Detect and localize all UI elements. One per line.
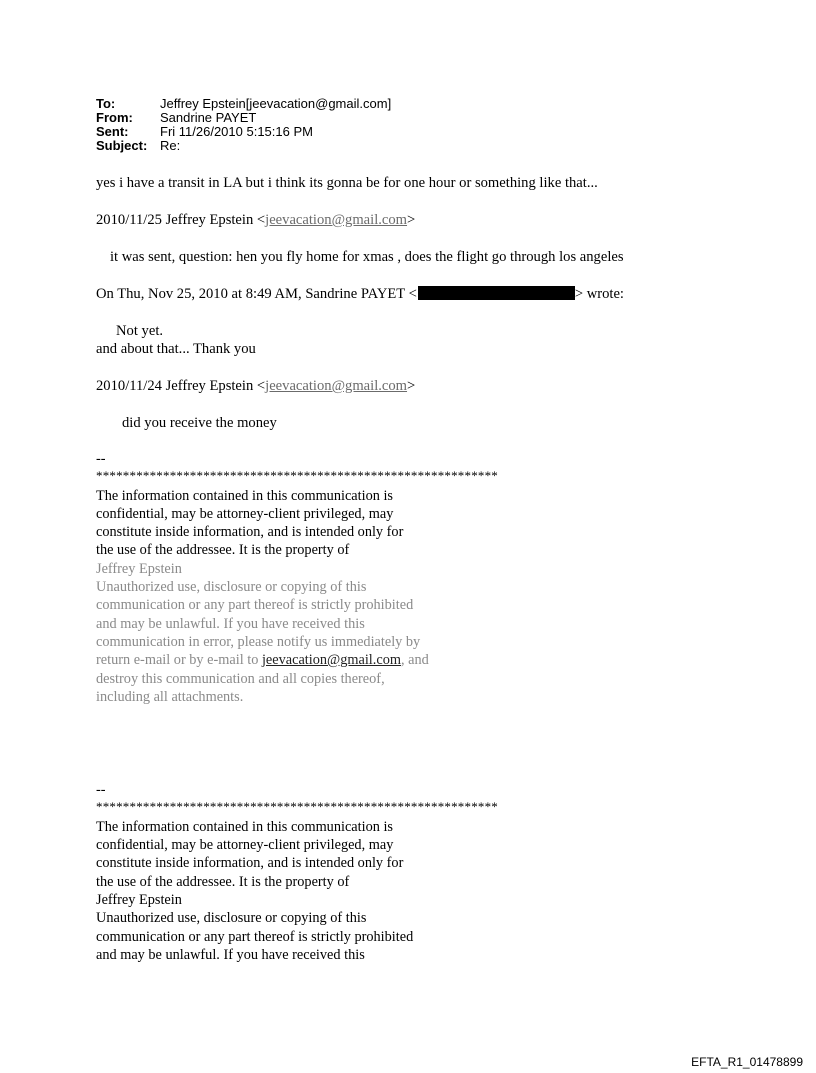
message-line: it was sent, question: hen you fly home for xmas , does the flight go through los angeles: [110, 249, 624, 265]
quote-header-text: On Thu, Nov 25, 2010 at 8:49 AM, Sandrine PAYET <: [96, 286, 417, 302]
message-line: did you receive the money: [122, 415, 277, 431]
separator-stars: ************************************************************: [96, 468, 498, 483]
disclaimer-line: including all attachments.: [96, 689, 244, 705]
disclaimer-line: Unauthorized use, disclosure or copying of this: [96, 910, 367, 926]
separator-dashes: --: [96, 782, 106, 798]
disclaimer-line: [96, 651, 429, 669]
disclaimer-line: The information contained in this communication is: [96, 819, 393, 835]
disclaimer-line: Unauthorized use, disclosure or copying of this: [96, 579, 367, 595]
disclaimer-line: confidential, may be attorney-client privileged, may: [96, 506, 394, 522]
subject-value: Re:: [160, 138, 181, 153]
subject-label: Subject:: [96, 138, 148, 153]
message-line: yes i have a transit in LA but i think its gonna be for one hour or something like that...: [96, 175, 598, 191]
message-line: and about that... Thank you: [96, 341, 256, 357]
email-link[interactable]: jeevacation@gmail.com: [265, 212, 408, 228]
disclaimer-line: and may be unlawful. If you have received this: [96, 616, 365, 632]
sent-label: Sent:: [96, 124, 129, 139]
email-link[interactable]: jeevacation@gmail.com: [261, 652, 401, 668]
quote-header-text: > wrote:: [574, 286, 624, 302]
disclaimer-line: the use of the addressee. It is the property of: [96, 874, 350, 890]
disclaimer-line: constitute inside information, and is intended only for: [96, 524, 404, 540]
from-value: Sandrine PAYET: [160, 110, 257, 125]
from-label: From:: [96, 110, 133, 125]
quote-header-text: >: [407, 212, 416, 228]
quote-header: [96, 285, 624, 303]
to-label: To:: [96, 96, 116, 111]
quote-header-text: >: [407, 378, 416, 394]
separator-dashes: --: [96, 451, 106, 467]
disclaimer-line: confidential, may be attorney-client privileged, may: [96, 837, 394, 853]
disclaimer-line: the use of the addressee. It is the property of: [96, 542, 350, 558]
disclaimer-text: , and: [400, 652, 429, 668]
disclaimer-line: Jeffrey Epstein: [96, 892, 182, 908]
quote-header: [96, 211, 415, 229]
sent-value: Fri 11/26/2010 5:15:16 PM: [160, 124, 313, 139]
disclaimer-text: return e-mail or by e-mail to: [96, 652, 262, 668]
email-link[interactable]: jeevacation@gmail.com: [265, 378, 408, 394]
disclaimer-line: communication or any part thereof is strictly prohibited: [96, 597, 414, 613]
disclaimer-line: and may be unlawful. If you have received this: [96, 947, 365, 963]
quote-header-text: 2010/11/24 Jeffrey Epstein <: [96, 378, 266, 394]
redaction-block: [418, 286, 575, 300]
separator-stars: ************************************************************: [96, 799, 498, 814]
quote-header-text: 2010/11/25 Jeffrey Epstein <: [96, 212, 266, 228]
message-line: Not yet.: [116, 323, 164, 339]
disclaimer-line: communication or any part thereof is strictly prohibited: [96, 929, 414, 945]
disclaimer-line: destroy this communication and all copies thereof,: [96, 671, 385, 687]
disclaimer-line: constitute inside information, and is intended only for: [96, 855, 404, 871]
disclaimer-line: communication in error, please notify us immediately by: [96, 634, 421, 650]
disclaimer-line: Jeffrey Epstein: [96, 561, 182, 577]
document-id: EFTA_R1_01478899: [691, 1055, 803, 1069]
to-value: Jeffrey Epstein[jeevacation@gmail.com]: [160, 96, 392, 111]
quote-header: [96, 377, 415, 395]
disclaimer-line: The information contained in this communication is: [96, 488, 393, 504]
